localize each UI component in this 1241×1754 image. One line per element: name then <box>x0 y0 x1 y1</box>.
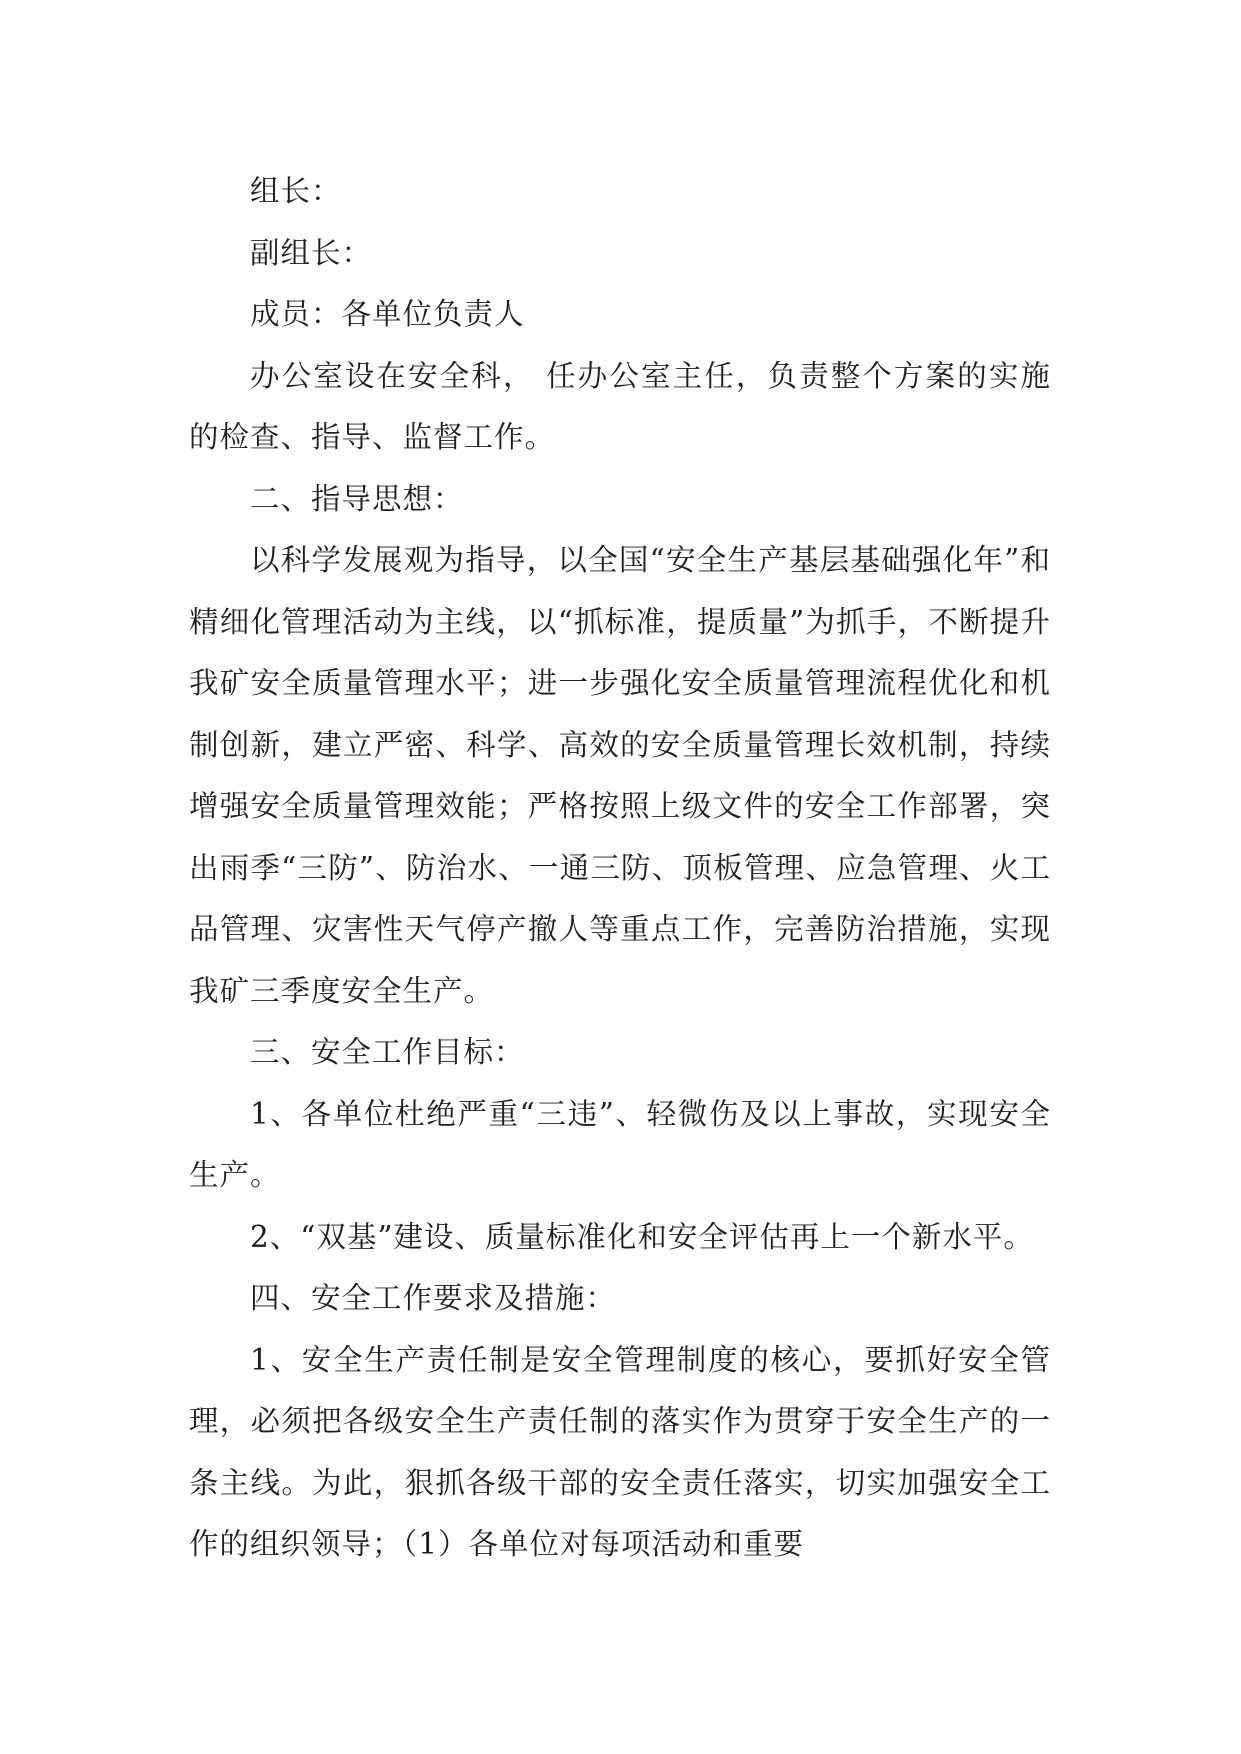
section-4-heading: 四、安全工作要求及措施： <box>250 1281 617 1315</box>
deputy-leader-line: 副组长： <box>250 235 373 270</box>
members-line: 成员：各单位负责人 <box>250 297 525 331</box>
section-3-heading: 三、安全工作目标： <box>250 1035 525 1069</box>
document-body <box>189 161 1051 1576</box>
office-paragraph: 办公室设在安全科， 任办公室主任，负责整个方案的实施的检查、指导、监督工作。 <box>189 358 1051 454</box>
measure-1-paragraph: 1、安全生产责任制是安全管理制度的核心，要抓好安全管理，必须把各级安全生产责任制的落实作为贯穿于安全生产的一条主线。为此，狠抓各级干部的安全责任落实，切实加强安全工作的组织领导；（1）各单位对每项活动和重要 <box>189 1342 1051 1561</box>
section-2-paragraph: 以科学发展观为指导，以全国“安全生产基层基础强化年”和精细化管理活动为主线，以“抓标准，提质量”为抓手，不断提升我矿安全质量管理水平；进一步强化安全质量管理流程优化和机制创新，建立严密、科学、高效的安全质量管理长效机制，持续增强安全质量管理效能；严格按照上级文件的安全工作部署，突出雨季“三防”、防治水、一通三防、顶板管理、应急管理、火工品管理、灾害性天气停产撤人等重点工作，完善防治措施，实现我矿三季度安全生产。 <box>189 543 1051 1008</box>
goal-2-paragraph: 2、“双基”建设、质量标准化和安全评估再上一个新水平。 <box>250 1219 1034 1254</box>
leader-line: 组长： <box>250 174 342 208</box>
goal-1-paragraph: 1、各单位杜绝严重“三违”、轻微伤及以上事故，实现安全生产。 <box>189 1096 1051 1192</box>
section-2-heading: 二、指导思想： <box>250 481 464 516</box>
